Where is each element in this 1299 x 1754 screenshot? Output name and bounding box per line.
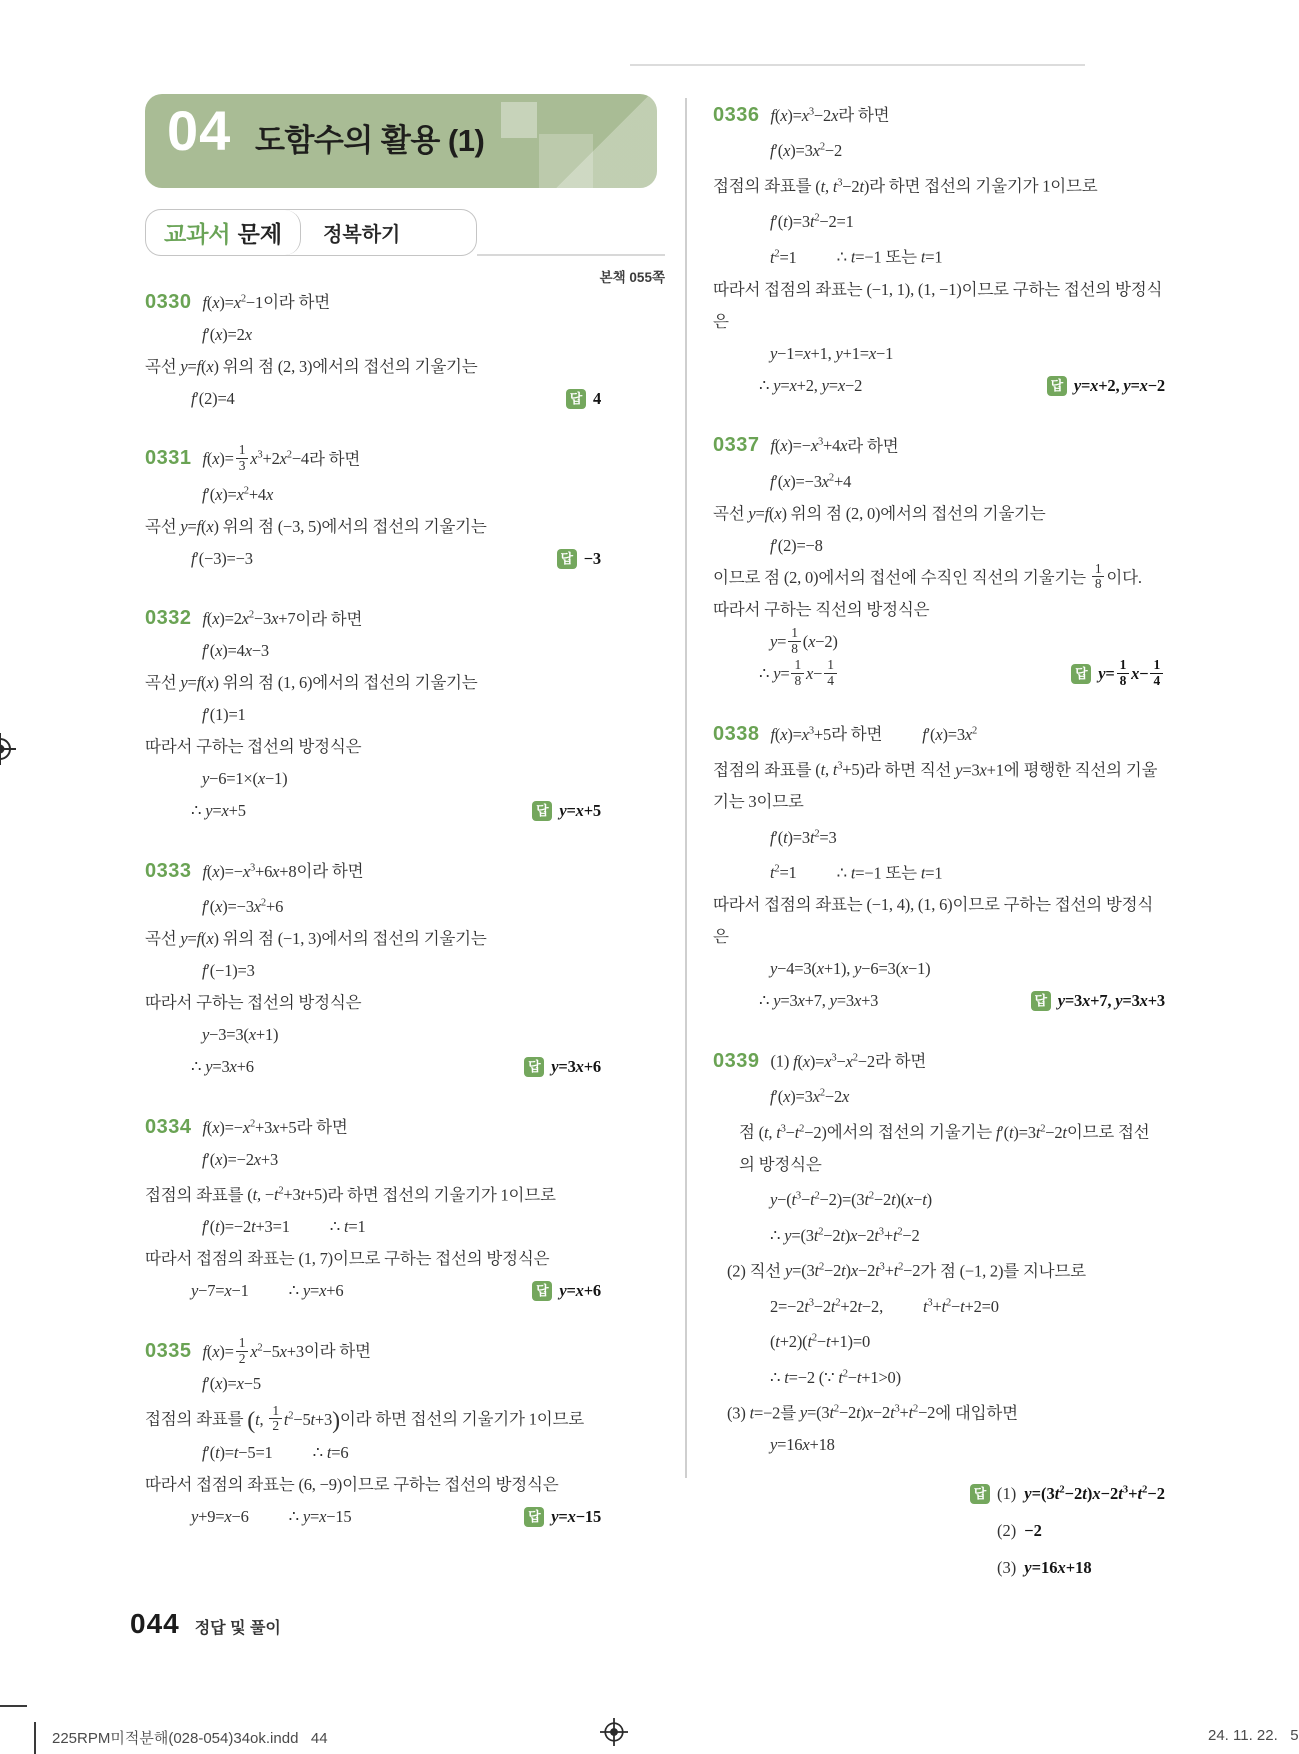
solution-line: ∴ y=3x+7, y=3x+3 답 y=3x+7, y=3x+3 [713,985,1165,1017]
solution-line: 0331 f(x)= $\frac{1}{3}$ $x^3+2x^2-4$라 하면 [145,442,361,473]
problem-number: 0332 [145,607,192,630]
solution-line: 0332 $f(x)=2x^2-3x+7$이라 하면 [145,607,363,630]
answer [524,1051,601,1083]
answer-badge: 답 [970,1484,990,1504]
solution-line: ∴ y=x+5 답 y=x+5 [145,795,601,827]
solution-line: 0338 $f(x)=x^3+5$라 하면 $f'(x)=3x^2$ [713,722,978,745]
problem-0337 [713,427,1165,691]
answer [1071,658,1165,690]
answer-badge: 답 [557,549,577,569]
answer [532,1275,601,1307]
solution-line: 접점의 좌표를 (t, $t^3+5$)라 하면 직선 y=3x+1에 평행한 직선의 기울기는 3이므로 [713,760,1158,812]
answer [557,543,601,575]
problem-number: 0337 [713,434,760,456]
answer-text: y=x+5 [559,801,601,821]
chapter-number: 04 [167,99,232,162]
answer [566,383,601,415]
answer-row [970,1549,1165,1586]
answer-badge: 답 [566,389,586,409]
chapter-banner [145,94,657,188]
solution-line: f′(−3)=−3 답 −3 [145,543,601,575]
problem-number: 0335 [145,1339,192,1362]
solution-line: f′(1)=1 [202,705,246,725]
print-filename: 225RPM미적분해(028-054)34ok.indd 44 [52,1730,328,1747]
solution-line: $f'(x)=-3x^2+4$ [770,471,852,491]
right-column [713,96,1165,1611]
solution-line: 0334 $f(x)=-x^2+3x+5$라 하면 [145,1115,348,1138]
answer-text: y=3x+6 [551,1057,601,1077]
solution-line: 0330 $f(x)=x^2-1$이라 하면 [145,290,330,313]
solution-line: 따라서 구하는 접선의 방정식은 [145,993,362,1013]
tab-label-textbook: 교과서 [164,221,231,247]
problem-0336 [713,96,1165,402]
solution-line: $2=-2t^3-2t^2+2t-2$, $t^3+t^2-t+2=0$ [770,1296,999,1316]
answer-text: y=x−15 [551,1506,601,1526]
top-rule [630,64,1085,66]
solution-line: $f'(x)=3x^2-2x$ [770,1087,850,1107]
problem-number: 0331 [145,447,192,469]
answer-badge: 답 [1047,376,1067,396]
solution-line: (3) t=−2를 $y=(3t^2-2t)x-2t^3+t^2-2$에 대입하면 [727,1403,1018,1423]
answer [524,1501,601,1533]
solution-line: f′(x)=−2x+3 [202,1149,279,1169]
solution-line: 0337 $f(x)=-x^3+4x$라 하면 [713,434,899,456]
answer-badge: 답 [1071,664,1091,684]
solution-line: 이므로 점 (2, 0)에서의 접선에 수직인 직선의 기울기는 $\frac{1}{8}$ 이다. [713,560,1142,592]
solution-line: $(t+2)(t^2-t+1)=0$ [770,1332,870,1352]
print-date: 24. 11. 22. 5 [1208,1727,1299,1744]
problem-0333 [145,852,601,1083]
solution-line: $f'(t)=3t^2=3$ [770,827,837,847]
solution-line: 따라서 구하는 접선의 방정식은 [145,737,362,757]
solution-line: 접점의 좌표를 (t, $t^3-2t$)라 하면 접선의 기울기가 1이므로 [713,176,1098,196]
solution-line: y−7=x−1 ∴ y=x+6 답 y=x+6 [145,1275,601,1307]
tab-textbook-problem [146,210,301,255]
solution-line: f′(x)=4x−3 [202,641,269,661]
problem-0330 [145,283,601,415]
problem-0332 [145,600,601,828]
answer-item-marker: (3) [997,1557,1017,1577]
left-column [145,283,601,1558]
solution-line: 따라서 접점의 좌표는 (−1, 1), (1, −1)이므로 구하는 접선의 방정식은 [713,279,1163,331]
solution-line: f′(−1)=3 [202,961,255,981]
problem-0339 [713,1042,1165,1586]
crop-mark [34,1722,36,1754]
answer-row [970,1512,1165,1549]
solution-line: f′(t)=−2t+3=1 ∴ t=1 [202,1217,366,1237]
tab-label-problem: 문제 [237,221,283,247]
answer-badge: 답 [524,1507,544,1527]
solution-line: $f'(x)=-3x^2+6$ [202,897,284,917]
solution-line: 따라서 접점의 좌표는 (1, 7)이므로 구하는 접선의 방정식은 [145,1249,550,1269]
problem-number: 0339 [713,1049,760,1072]
solution-line: 0333 $f(x)=-x^3+6x+8$이라 하면 [145,859,364,882]
answer-badge: 답 [532,801,552,821]
answer-badge: 답 [532,1281,552,1301]
page-ref: 본책 055쪽 [599,270,665,285]
solution-line: $t^2=1$ ∴ t=−1 또는 t=1 [770,863,943,883]
problem-0338 [713,715,1165,1017]
solution-line: 0335 f(x)= $\frac{1}{2}$ $x^2-5x+3$이라 하면 [145,1334,371,1366]
problem-number: 0336 [713,103,760,126]
problem-0334 [145,1108,601,1307]
answer-text: y=x+2, y=x−2 [1073,375,1165,395]
answer-text: −2 [1024,1520,1042,1540]
problem-number: 0333 [145,859,192,882]
solution-line: y=16x+18 [770,1435,835,1455]
solution-line: 곡선 y=f(x) 위의 점 (−1, 3)에서의 접선의 기울기는 [145,929,487,949]
solution-line: 접점의 좌표를 (t, $-t^2+3t+5$)라 하면 접선의 기울기가 1이므로 [145,1185,556,1205]
solution-line: y−4=3(x+1), y−6=3(x−1) [770,959,931,979]
solution-line: 점 (t, $t^3-t^2-2$)에서의 접선의 기울기는 $f'(t)=3t^2-2t$이므로 접선의 방정식은 [739,1122,1150,1174]
crop-mark [0,1705,27,1707]
answer-row [970,1471,1165,1512]
answer [1031,985,1165,1017]
tab-label-conquer: 정복하기 [323,224,401,246]
solution-line: 곡선 y=f(x) 위의 점 (2, 3)에서의 접선의 기울기는 [145,356,478,376]
column-divider [685,98,687,1478]
solution-line: ∴ t=−2 (∵ $t^2-t+1>0$) [770,1367,901,1387]
solution-line: y−6=1×(x−1) [202,769,288,789]
solution-line: 따라서 접점의 좌표는 (−1, 4), (1, 6)이므로 구하는 접선의 방정식은 [713,895,1154,947]
solution-line: $f'(x)=3x^2-2$ [770,141,843,160]
solution-line: y−3=3(x+1) [202,1025,279,1045]
answer-badge: 답 [524,1057,544,1077]
answer-text: y=3x+7, y=3x+3 [1057,991,1165,1011]
solution-line: $f'(x)=x^2+4x$ [202,484,274,504]
solution-line: $t^2=1$ ∴ t=−1 또는 t=1 [770,247,943,267]
answer [532,795,601,827]
solution-line: ∴ y= $\frac{1}{8}$ x− $\frac{1}{4}$ 답 y= $\frac{1}{8}$ x− $\frac{1}{4}$ [713,658,1165,690]
solution-line: 따라서 구하는 직선의 방정식은 [713,599,930,619]
solution-line: $y-(t^3-t^2-2)=(3t^2-2t)(x-t)$ [770,1190,932,1210]
chapter-title: 도함수의 활용 (1) [255,123,485,158]
answer-text: 4 [592,388,601,408]
solution-line: f′(2)=−8 [770,535,823,555]
banner-decor-wedge [527,94,657,188]
section-tab [145,209,477,256]
answer-block [713,1471,1165,1586]
solution-line: ∴ y=3x+6 답 y=3x+6 [145,1051,601,1083]
solution-line: $f'(t)=3t^2-2=1$ [770,212,854,231]
solution-line: f′(x)=x−5 [202,1374,261,1394]
solution-line: 접점의 좌표를 (t, $\frac{1}{2}$ $t^2-5t+3$)이라 하면 접선의 기울기가 1이므로 [145,1402,584,1434]
solution-line: ∴ y=x+2, y=x−2 답 y=x+2, y=x−2 [713,370,1165,402]
solution-line: (2) 직선 $y=(3t^2-2t)x-2t^3+t^2-2$가 점 (−1, 2)를 지나므로 [727,1261,1086,1281]
footer-label: 정답 및 풀이 [194,1620,281,1637]
solution-line: y= $\frac{1}{8}$ (x−2) [770,624,838,656]
answer-item-marker: (2) [997,1520,1017,1540]
solution-line: ∴ $y=(3t^2-2t)x-2t^3+t^2-2$ [770,1225,920,1245]
problem-number: 0330 [145,290,192,313]
solution-line: f′(2)=4 답 4 [145,383,601,415]
problem-number: 0338 [713,722,760,745]
answer-text: y=x+6 [559,1281,601,1301]
registration-mark [0,733,16,770]
solution-line: 0336 $f(x)=x^3-2x$라 하면 [713,103,890,126]
solution-line: f′(t)=t−5=1 ∴ t=6 [202,1442,349,1462]
answer-text: y= $\frac{1}{8}$ x− $\frac{1}{4}$ [1098,664,1165,683]
solution-line: f′(x)=2x [202,324,252,344]
solution-line: 0339 (1) $f(x)=x^3-x^2-2$라 하면 [713,1049,927,1072]
answer-text: y=16x+18 [1024,1557,1092,1577]
solution-line: 곡선 y=f(x) 위의 점 (2, 0)에서의 접선의 기울기는 [713,503,1046,523]
problem-0335 [145,1332,601,1532]
answer-text: −3 [583,548,601,568]
registration-mark [600,1718,628,1751]
answer-badge: 답 [1031,991,1051,1011]
solution-line: 따라서 접점의 좌표는 (6, −9)이므로 구하는 접선의 방정식은 [145,1474,559,1494]
solution-line: y+9=x−6 ∴ y=x−15 답 y=x−15 [145,1501,601,1533]
problem-0331 [145,440,601,575]
answer-text: $y=(3t^2-2t)x-2t^3+t^2-2$ [1024,1483,1165,1503]
problem-number: 0334 [145,1115,192,1138]
tab-rule-extension [477,254,665,256]
page-footer [130,1608,281,1640]
solution-line: 곡선 y=f(x) 위의 점 (1, 6)에서의 접선의 기울기는 [145,673,478,693]
answer [1047,370,1165,402]
page-number: 044 [130,1608,180,1639]
solution-line: 곡선 y=f(x) 위의 점 (−3, 5)에서의 접선의 기울기는 [145,516,487,536]
answer-item-marker: (1) [997,1483,1017,1503]
solution-line: y−1=x+1, y+1=x−1 [770,343,894,363]
